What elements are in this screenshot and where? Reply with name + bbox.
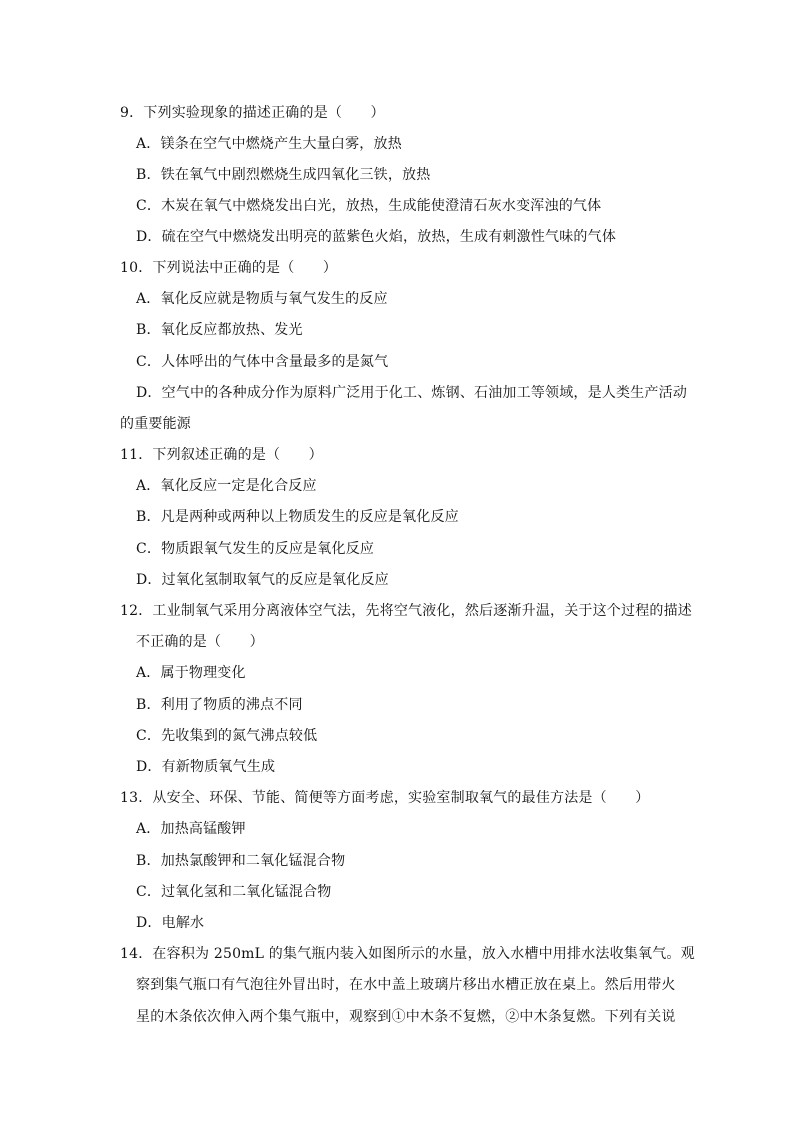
question-11-option-c: C．物质跟氧气发生的反应是氧化反应 (136, 541, 375, 557)
question-10-stem: 10．下列说法中正确的是（ ） (120, 260, 338, 276)
question-12-stem-continued: 不正确的是（ ） (136, 634, 264, 650)
question-13-option-c: C．过氧化氢和二氧化锰混合物 (136, 884, 332, 900)
question-13-option-a: A．加热高锰酸钾 (136, 821, 246, 837)
question-9-option-d: D．硫在空气中燃烧发出明亮的蓝紫色火焰，放热，生成有刺激性气味的气体 (136, 229, 617, 245)
question-12-option-a: A．属于物理变化 (136, 665, 246, 681)
question-14-stem: 14．在容积为 250mL 的集气瓶内装入如图所示的水量，放入水槽中用排水法收集氧气。观 (120, 946, 695, 962)
question-14-stem-line-2: 察到集气瓶口有气泡往外冒出时，在水中盖上玻璃片移出水槽正放在桌上。然后用带火 (136, 977, 676, 993)
question-13-stem: 13．从安全、环保、节能、简便等方面考虑，实验室制取氧气的最佳方法是（ ） (120, 790, 650, 806)
question-9-option-b: B．铁在氧气中剧烈燃烧生成四氧化三铁，放热 (136, 167, 431, 183)
question-11-option-b: B．凡是两种或两种以上物质发生的反应是氧化反应 (136, 509, 459, 525)
question-13-option-d: D．电解水 (136, 915, 205, 931)
question-11-option-a: A．氧化反应一定是化合反应 (136, 478, 317, 494)
question-10-option-c: C．人体呼出的气体中含量最多的是氮气 (136, 354, 389, 370)
question-10-option-d-continued: 的重要能源 (120, 416, 191, 432)
question-12-option-c: C．先收集到的氮气沸点较低 (136, 728, 318, 744)
question-12-option-d: D．有新物质氧气生成 (136, 759, 276, 775)
question-9-stem: 9．下列实验现象的描述正确的是（ ） (120, 105, 385, 121)
question-11-option-d: D．过氧化氢制取氧气的反应是氧化反应 (136, 572, 389, 588)
question-14-stem-line-3: 星的木条依次伸入两个集气瓶中，观察到①中木条不复燃，②中木条复燃。下列有关说 (136, 1009, 676, 1025)
question-13-option-b: B．加热氯酸钾和二氧化锰混合物 (136, 853, 346, 869)
question-9-option-a: A．镁条在空气中燃烧产生大量白雾，放热 (136, 136, 402, 152)
question-10-option-d: D．空气中的各种成分作为原料广泛用于化工、炼钢、石油加工等领域，是人类生产活动 (136, 385, 688, 401)
question-9-option-c: C．木炭在氧气中燃烧发出白光，放热，生成能使澄清石灰水变浑浊的气体 (136, 198, 602, 214)
question-10-option-b: B．氧化反应都放热、发光 (136, 322, 303, 338)
question-11-stem: 11．下列叙述正确的是（ ） (120, 447, 323, 463)
question-12-stem: 12．工业制氧气采用分离液体空气法，先将空气液化，然后逐渐升温，关于这个过程的描述 (120, 603, 693, 619)
question-12-option-b: B．利用了物质的沸点不同 (136, 697, 303, 713)
question-10-option-a: A．氧化反应就是物质与氧气发生的反应 (136, 291, 388, 307)
